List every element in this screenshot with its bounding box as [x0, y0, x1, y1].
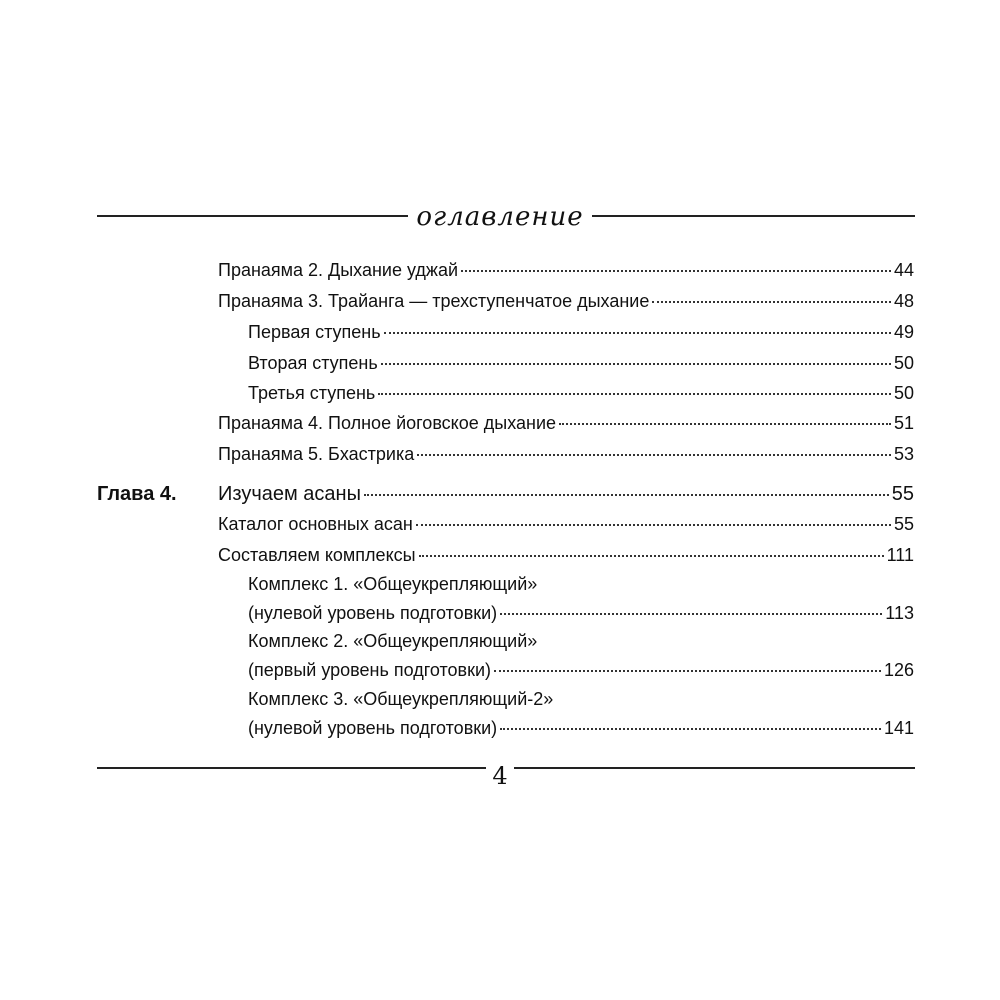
complex-title: Комплекс 1. «Общеукрепляющий»	[248, 574, 538, 594]
toc-entry-page: 111	[886, 545, 914, 565]
toc-complex-entry	[248, 685, 914, 743]
dot-leader	[417, 454, 891, 456]
toc-entry-page: 44	[893, 260, 914, 280]
dot-leader	[419, 555, 884, 557]
toc-entry	[218, 512, 914, 536]
dot-leader	[500, 613, 882, 615]
toc-entry-label: Пранаяма 2. Дыхание уджай	[218, 260, 459, 280]
toc-entry-page: 51	[893, 413, 914, 433]
complex-page: 141	[883, 718, 914, 738]
page-title-text: оглавление	[408, 202, 591, 232]
dot-leader	[381, 363, 891, 365]
dot-leader	[364, 494, 889, 496]
toc-entry-page: 50	[893, 353, 914, 373]
complex-page: 126	[883, 660, 914, 680]
toc-chapter	[218, 482, 914, 506]
dot-leader	[494, 670, 881, 672]
toc-entry-page: 49	[893, 322, 914, 342]
toc-entry-label: Пранаяма 3. Трайанга — трехступенчатое дыхание	[218, 291, 650, 311]
toc-subentry	[248, 351, 914, 375]
toc-entry-page: 48	[893, 291, 914, 311]
toc-entry	[218, 442, 914, 466]
dot-leader	[652, 301, 891, 303]
chapter-number: Глава 4.	[97, 483, 177, 505]
toc-complex-entry	[248, 627, 914, 685]
complex-page: 113	[885, 603, 914, 623]
dot-leader	[559, 423, 891, 425]
dot-leader	[461, 270, 891, 272]
complex-level: (нулевой уровень подготовки)	[248, 603, 498, 623]
toc-entry	[218, 543, 914, 567]
toc-subentry	[248, 320, 914, 344]
page-title	[0, 202, 1000, 232]
toc-complex-entry	[248, 570, 914, 628]
dot-leader	[384, 332, 891, 334]
dot-leader	[416, 524, 891, 526]
page-number-text: 4	[486, 762, 513, 790]
toc-entry-label: Составляем комплексы	[218, 545, 416, 565]
dot-leader	[500, 728, 881, 730]
toc-entry-label: Первая ступень	[248, 322, 381, 342]
page-number	[0, 762, 1000, 790]
chapter-page: 55	[891, 483, 914, 505]
dot-leader	[378, 393, 891, 395]
toc-entry-page: 50	[893, 383, 914, 403]
toc-entry	[218, 258, 914, 282]
chapter-title: Изучаем асаны	[218, 483, 361, 505]
toc-entry-label: Каталог основных асан	[218, 514, 413, 534]
toc-entry-page: 55	[893, 514, 914, 534]
toc-entry	[218, 411, 914, 435]
toc-entry-page: 53	[893, 444, 914, 464]
toc-entry	[218, 289, 914, 313]
toc-entry-label: Третья ступень	[248, 383, 376, 403]
toc-entry-label: Пранаяма 4. Полное йоговское дыхание	[218, 413, 557, 433]
toc-entry-label: Пранаяма 5. Бхастрика	[218, 444, 415, 464]
toc-subentry	[248, 381, 914, 405]
complex-level: (первый уровень подготовки)	[248, 660, 492, 680]
complex-title: Комплекс 2. «Общеукрепляющий»	[248, 631, 538, 651]
complex-level: (нулевой уровень подготовки)	[248, 718, 498, 738]
toc-entry-label: Вторая ступень	[248, 353, 378, 373]
complex-title: Комплекс 3. «Общеукрепляющий-2»	[248, 689, 554, 709]
